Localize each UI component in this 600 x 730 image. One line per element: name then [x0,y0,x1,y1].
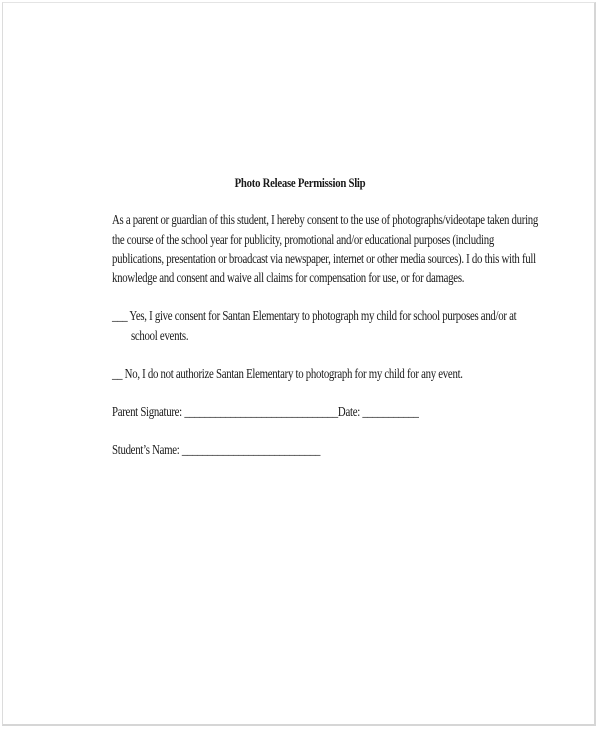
intro-line-3: publications, presentation or broadcast via newspaper, internet or other media sources). I do this with full [112,251,536,266]
parent-signature-label: Parent Signature: [112,404,182,419]
consent-yes-option [112,308,516,324]
document-title: Photo Release Permission Slip [234,176,366,190]
consent-no-blank[interactable]: __ [112,366,123,381]
date-field[interactable]: ___________ [362,404,419,419]
document-page [2,2,596,726]
intro-line-1: As a parent or guardian of this student, I hereby consent to the use of photographs/videotape taken during [112,212,539,227]
consent-no-option [112,366,463,382]
consent-yes-text: Yes, I give consent for Santan Elementary to photograph my child for school purposes and/or at [129,308,517,323]
student-name-label: Student’s Name: [112,442,180,457]
intro-line-4: knowledge and consent and waive all claims for compensation for use, or for damages. [112,270,465,285]
consent-yes-blank[interactable]: ___ [112,308,128,323]
student-name-field[interactable]: ___________________________ [181,442,321,457]
consent-no-text: No, I do not authorize Santan Elementary to photograph for my child for any event. [124,366,463,381]
parent-signature-field[interactable]: ______________________________ [184,404,338,419]
parent-signature-row [112,404,419,420]
student-name-row [112,442,320,458]
date-label: Date: [337,404,360,419]
intro-line-2: the course of the school year for publicity, promotional and/or educational purposes (including [112,232,494,247]
consent-yes-text-continued: school events. [131,328,189,343]
